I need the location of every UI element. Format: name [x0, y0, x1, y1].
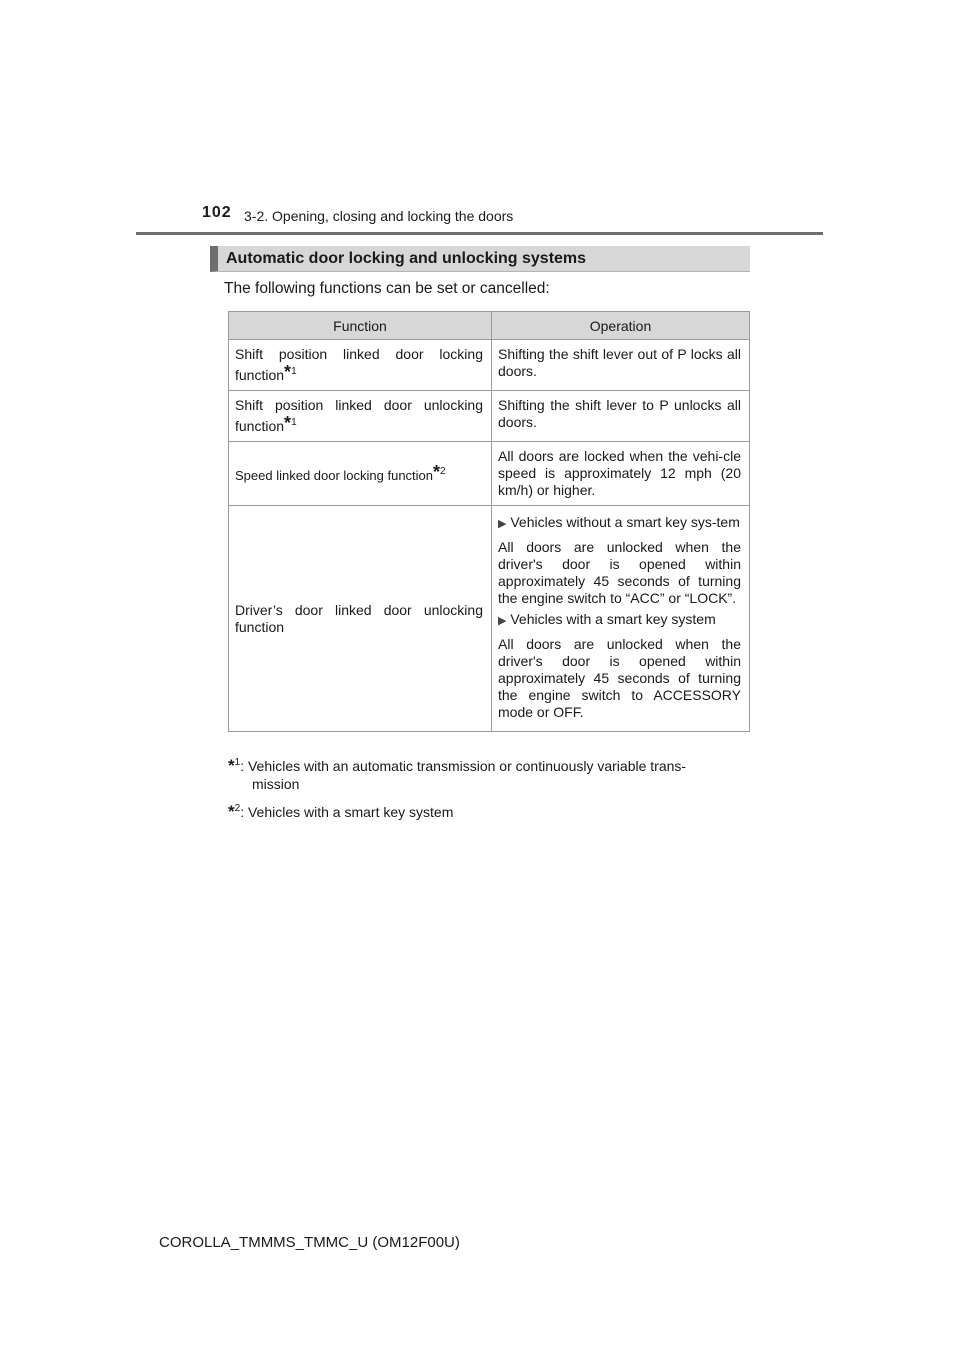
intro-text: The following functions can be set or cancelled: — [224, 280, 550, 297]
function-cell — [229, 340, 492, 391]
function-name: Speed linked door locking function — [235, 468, 434, 483]
table-row — [229, 340, 750, 391]
function-name: Shift position linked door locking function — [235, 346, 483, 383]
footnote-ref: 2 — [440, 466, 446, 477]
footnote-star: * — [284, 413, 292, 433]
operation-cell: All doors are locked when the vehi-cle speed is approximately 12 mph (20 km/h) or higher. — [492, 442, 750, 506]
triangle-right-icon: ▶ — [498, 518, 507, 530]
condition-item — [498, 514, 741, 533]
footnote-number: 1 — [234, 757, 241, 768]
function-name: Shift position linked door unlocking function — [235, 397, 483, 434]
condition-item — [498, 611, 741, 630]
footnote-2 — [228, 800, 748, 821]
document-code: COROLLA_TMMMS_TMMC_U (OM12F00U) — [159, 1234, 460, 1251]
operation-text: All doors are unlocked when the driver's door is opened within approximately 45 seconds of turning the engine switch to “ACC” or “LOCK”. — [498, 539, 741, 606]
footnote-star: * — [228, 802, 235, 821]
footnote-1 — [228, 754, 748, 793]
footnote-number: 2 — [234, 803, 241, 814]
footnote-star: * — [433, 462, 441, 482]
functions-table — [228, 311, 750, 732]
column-header-function: Function — [229, 312, 492, 340]
footnote-star: * — [284, 362, 292, 382]
triangle-right-icon: ▶ — [498, 615, 507, 627]
footnote-text-continued: mission — [252, 776, 300, 792]
section-path: 3-2. Opening, closing and locking the doors — [244, 208, 514, 224]
footnote-ref: 1 — [291, 366, 297, 377]
operation-cell — [492, 506, 750, 732]
operation-cell: Shifting the shift lever to P unlocks all doors. — [492, 391, 750, 442]
header-rule — [136, 232, 823, 235]
table-row — [229, 391, 750, 442]
footnote-text: : Vehicles with an automatic transmission or continuously variable trans- — [240, 758, 687, 774]
footnote-star: * — [228, 756, 235, 775]
footnote-ref: 1 — [291, 417, 297, 428]
function-cell: Driver’s door linked door unlocking function — [229, 506, 492, 732]
function-cell — [229, 442, 492, 506]
section-heading: Automatic door locking and unlocking systems — [210, 246, 750, 272]
condition-text: Vehicles with a smart key system — [510, 611, 716, 627]
footnote-text: : Vehicles with a smart key system — [240, 804, 454, 820]
page-number: 102 — [202, 204, 232, 221]
column-header-operation: Operation — [492, 312, 750, 340]
function-cell — [229, 391, 492, 442]
condition-text: Vehicles without a smart key sys-tem — [510, 514, 740, 530]
table-header-row — [229, 312, 750, 340]
table-row — [229, 442, 750, 506]
table-row — [229, 506, 750, 732]
operation-cell: Shifting the shift lever out of P locks all doors. — [492, 340, 750, 391]
operation-text: All doors are unlocked when the driver's door is opened within approximately 45 seconds of turning the engine switch to ACCESSORY mode or OFF. — [498, 636, 741, 720]
